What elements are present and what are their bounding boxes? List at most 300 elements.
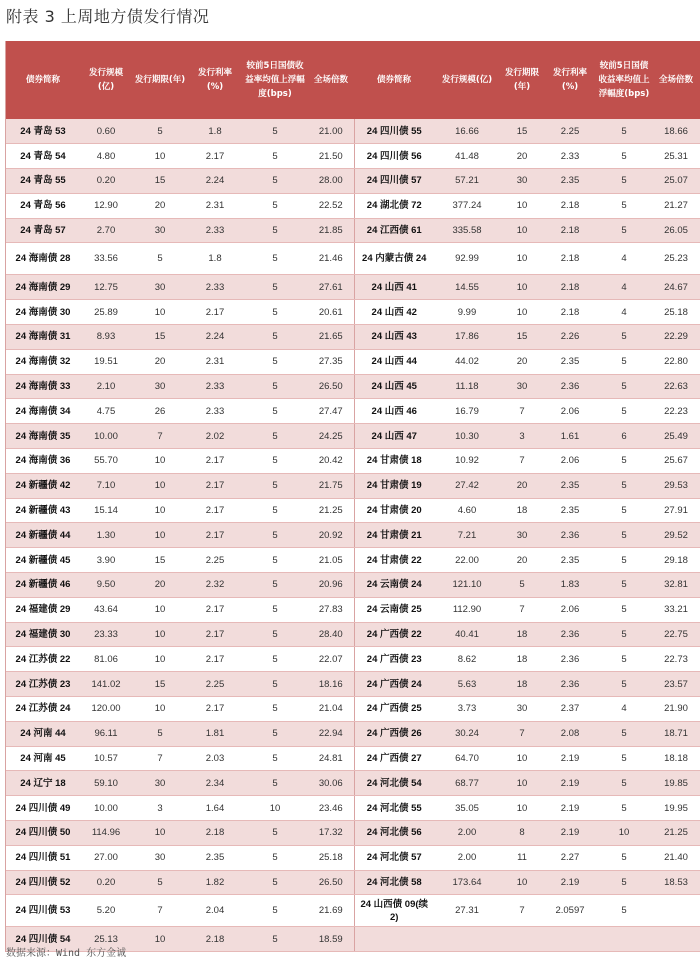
table-cell: 22.29 <box>652 325 700 350</box>
table-cell: 2.18 <box>544 218 596 243</box>
table-cell: 5 <box>242 597 308 622</box>
table-cell: 15 <box>500 119 544 144</box>
table-cell: 377.24 <box>434 193 500 218</box>
bond-name-cell: 24 海南债 30 <box>6 300 80 325</box>
table-cell: 5 <box>242 548 308 573</box>
table-cell: 5 <box>596 895 652 927</box>
bond-name-cell: 24 云南债 24 <box>354 573 434 598</box>
table-cell: 30 <box>500 523 544 548</box>
table-cell: 1.30 <box>80 523 132 548</box>
table-cell: 2.70 <box>80 218 132 243</box>
table-row <box>6 573 700 598</box>
table-cell <box>652 895 700 927</box>
table-cell: 2.32 <box>188 573 242 598</box>
table-cell: 25.18 <box>308 845 354 870</box>
column-header: 全场倍数 <box>652 41 700 119</box>
table-cell: 2.33 <box>188 399 242 424</box>
table-cell: 20.96 <box>308 573 354 598</box>
table-cell: 27.61 <box>308 275 354 300</box>
column-header: 债券简称 <box>6 41 80 119</box>
table-cell: 5 <box>242 449 308 474</box>
table-cell: 43.64 <box>80 597 132 622</box>
table-cell: 2.0597 <box>544 895 596 927</box>
table-cell: 2.00 <box>434 845 500 870</box>
table-cell: 2.19 <box>544 746 596 771</box>
table-cell: 19.51 <box>80 349 132 374</box>
table-cell: 10 <box>132 622 188 647</box>
table-cell: 10 <box>500 300 544 325</box>
table-cell: 10 <box>500 193 544 218</box>
table-cell: 30 <box>132 218 188 243</box>
table-cell: 10 <box>596 821 652 846</box>
table-cell: 2.34 <box>188 771 242 796</box>
table-cell: 10.00 <box>80 424 132 449</box>
table-cell: 5 <box>242 821 308 846</box>
table-cell <box>500 927 544 952</box>
table-cell: 4.75 <box>80 399 132 424</box>
table-cell: 10.57 <box>80 746 132 771</box>
table-cell: 18.59 <box>308 927 354 952</box>
table-cell: 3.73 <box>434 697 500 722</box>
table-cell: 5 <box>242 300 308 325</box>
table-cell: 5 <box>242 374 308 399</box>
table-cell: 5 <box>242 193 308 218</box>
bond-name-cell: 24 甘肃债 21 <box>354 523 434 548</box>
table-cell: 10 <box>132 449 188 474</box>
table-body <box>6 119 700 952</box>
table-cell: 5.20 <box>80 895 132 927</box>
table-cell: 25.67 <box>652 449 700 474</box>
table-cell: 2.33 <box>188 374 242 399</box>
table-cell: 18 <box>500 498 544 523</box>
table-cell: 1.8 <box>188 243 242 275</box>
table-cell: 5 <box>500 573 544 598</box>
table-row <box>6 622 700 647</box>
table-cell: 25.13 <box>80 927 132 952</box>
table-cell: 2.17 <box>188 647 242 672</box>
table-cell: 20 <box>500 548 544 573</box>
table-cell: 30.24 <box>434 721 500 746</box>
table-cell: 5 <box>242 325 308 350</box>
table-cell: 5 <box>242 672 308 697</box>
table-cell: 5 <box>242 870 308 895</box>
table-cell: 23.33 <box>80 622 132 647</box>
table-cell: 18.53 <box>652 870 700 895</box>
table-row <box>6 119 700 144</box>
table-row <box>6 548 700 573</box>
bond-name-cell: 24 河北债 55 <box>354 796 434 821</box>
table-row <box>6 349 700 374</box>
table-cell: 29.53 <box>652 473 700 498</box>
table-cell: 25.31 <box>652 144 700 169</box>
table-cell: 2.17 <box>188 697 242 722</box>
bond-name-cell: 24 江苏债 24 <box>6 697 80 722</box>
table-cell: 24.81 <box>308 746 354 771</box>
table-cell: 10 <box>132 821 188 846</box>
table-cell: 10 <box>132 647 188 672</box>
bond-name-cell: 24 山西 42 <box>354 300 434 325</box>
table-cell: 22.07 <box>308 647 354 672</box>
table-cell: 20.61 <box>308 300 354 325</box>
bond-name-cell: 24 海南债 33 <box>6 374 80 399</box>
table-cell: 5 <box>596 573 652 598</box>
table-cell: 2.25 <box>188 548 242 573</box>
table-cell: 33.56 <box>80 243 132 275</box>
table-cell: 173.64 <box>434 870 500 895</box>
table-cell: 2.31 <box>188 193 242 218</box>
table-cell: 2.17 <box>188 523 242 548</box>
table-cell: 24.67 <box>652 275 700 300</box>
table-cell: 22.52 <box>308 193 354 218</box>
column-header: 债券简称 <box>354 41 434 119</box>
bond-name-cell: 24 海南债 36 <box>6 449 80 474</box>
table-cell: 2.18 <box>544 193 596 218</box>
table-row <box>6 218 700 243</box>
table-cell: 9.50 <box>80 573 132 598</box>
table-cell: 114.96 <box>80 821 132 846</box>
table-cell: 18.18 <box>652 746 700 771</box>
table-cell: 2.19 <box>544 821 596 846</box>
table-cell: 2.04 <box>188 895 242 927</box>
table-row <box>6 746 700 771</box>
bond-name-cell: 24 山西债 09(续 2) <box>354 895 434 927</box>
table-cell: 28.00 <box>308 169 354 194</box>
table-cell: 18 <box>500 672 544 697</box>
table-cell: 2.18 <box>544 275 596 300</box>
bond-name-cell: 24 甘肃债 18 <box>354 449 434 474</box>
table-cell: 5 <box>596 325 652 350</box>
table-cell: 5 <box>242 895 308 927</box>
table-cell: 96.11 <box>80 721 132 746</box>
bond-name-cell: 24 湖北债 72 <box>354 193 434 218</box>
table-cell: 2.00 <box>434 821 500 846</box>
table-cell: 5 <box>242 424 308 449</box>
bond-name-cell: 24 四川债 57 <box>354 169 434 194</box>
bond-name-cell: 24 广西债 23 <box>354 647 434 672</box>
bond-name-cell: 24 江苏债 22 <box>6 647 80 672</box>
table-cell: 27.83 <box>308 597 354 622</box>
table-cell: 5 <box>242 349 308 374</box>
table-cell: 4 <box>596 243 652 275</box>
bond-name-cell: 24 青岛 57 <box>6 218 80 243</box>
column-header: 较前5日国债收益率均值上浮幅度(bps) <box>242 41 308 119</box>
bond-name-cell: 24 甘肃债 20 <box>354 498 434 523</box>
table-cell: 20 <box>500 349 544 374</box>
bond-name-cell: 24 青岛 56 <box>6 193 80 218</box>
table-cell: 7 <box>500 597 544 622</box>
table-cell: 2.17 <box>188 473 242 498</box>
table-row <box>6 697 700 722</box>
table-cell: 2.18 <box>544 300 596 325</box>
table-cell: 27.47 <box>308 399 354 424</box>
table-cell: 121.10 <box>434 573 500 598</box>
table-cell: 2.06 <box>544 399 596 424</box>
table-cell: 2.06 <box>544 449 596 474</box>
table-cell: 23.46 <box>308 796 354 821</box>
table-header-row <box>6 41 700 119</box>
table-cell: 2.19 <box>544 771 596 796</box>
table-cell: 25.18 <box>652 300 700 325</box>
bond-name-cell <box>354 927 434 952</box>
table-cell: 2.24 <box>188 169 242 194</box>
table-cell: 21.04 <box>308 697 354 722</box>
bond-name-cell: 24 青岛 53 <box>6 119 80 144</box>
table-cell: 12.90 <box>80 193 132 218</box>
table-cell: 5 <box>596 672 652 697</box>
table-cell: 2.17 <box>188 622 242 647</box>
table-cell: 5 <box>596 144 652 169</box>
column-header: 发行期限(年) <box>500 41 544 119</box>
table-cell: 22.00 <box>434 548 500 573</box>
table-cell: 14.55 <box>434 275 500 300</box>
bond-name-cell: 24 福建债 29 <box>6 597 80 622</box>
table-cell: 20.92 <box>308 523 354 548</box>
table-cell <box>544 927 596 952</box>
table-cell: 64.70 <box>434 746 500 771</box>
table-cell: 1.64 <box>188 796 242 821</box>
table-cell: 8 <box>500 821 544 846</box>
table-cell: 2.17 <box>188 597 242 622</box>
table-cell: 2.31 <box>188 349 242 374</box>
table-cell: 2.36 <box>544 672 596 697</box>
table-cell: 25.07 <box>652 169 700 194</box>
table-cell: 5 <box>596 218 652 243</box>
table-cell: 21.90 <box>652 697 700 722</box>
table-cell: 8.93 <box>80 325 132 350</box>
column-header: 发行利率(%) <box>188 41 242 119</box>
table-row <box>6 597 700 622</box>
bond-name-cell: 24 海南债 28 <box>6 243 80 275</box>
table-cell: 5 <box>242 498 308 523</box>
table-cell: 22.94 <box>308 721 354 746</box>
table-cell: 335.58 <box>434 218 500 243</box>
bond-name-cell: 24 山西 41 <box>354 275 434 300</box>
table-cell: 5 <box>596 647 652 672</box>
table-cell: 7.10 <box>80 473 132 498</box>
table-cell: 7 <box>500 449 544 474</box>
bond-name-cell: 24 四川债 55 <box>354 119 434 144</box>
table-cell: 2.18 <box>544 243 596 275</box>
table-cell: 4 <box>596 275 652 300</box>
table-row <box>6 895 700 927</box>
table-cell: 10.00 <box>80 796 132 821</box>
table-cell: 10 <box>500 243 544 275</box>
bond-name-cell: 24 海南债 35 <box>6 424 80 449</box>
table-cell: 21.05 <box>308 548 354 573</box>
bond-name-cell: 24 四川债 50 <box>6 821 80 846</box>
table-cell: 2.36 <box>544 647 596 672</box>
table-cell: 15 <box>132 325 188 350</box>
table-cell: 19.95 <box>652 796 700 821</box>
bond-name-cell: 24 辽宁 18 <box>6 771 80 796</box>
table-cell: 21.25 <box>308 498 354 523</box>
bond-name-cell: 24 四川债 53 <box>6 895 80 927</box>
table-cell: 17.86 <box>434 325 500 350</box>
table-cell: 25.23 <box>652 243 700 275</box>
table-cell: 10 <box>500 870 544 895</box>
table-cell: 17.32 <box>308 821 354 846</box>
table-cell: 2.33 <box>188 218 242 243</box>
table-cell: 26.50 <box>308 870 354 895</box>
table-cell: 2.17 <box>188 498 242 523</box>
bond-name-cell: 24 内蒙古债 24 <box>354 243 434 275</box>
table-cell: 27.31 <box>434 895 500 927</box>
bond-name-cell: 24 四川债 54 <box>6 927 80 952</box>
table-cell: 81.06 <box>80 647 132 672</box>
table-cell: 26.05 <box>652 218 700 243</box>
table-cell: 5 <box>596 498 652 523</box>
table-cell: 10 <box>500 796 544 821</box>
table-cell: 2.27 <box>544 845 596 870</box>
table-cell: 22.23 <box>652 399 700 424</box>
bond-name-cell: 24 江西债 61 <box>354 218 434 243</box>
table-cell: 27.00 <box>80 845 132 870</box>
table-cell: 20.42 <box>308 449 354 474</box>
table-cell: 4 <box>596 300 652 325</box>
table-cell: 30 <box>132 275 188 300</box>
table-cell: 10 <box>132 473 188 498</box>
table-cell: 5 <box>242 218 308 243</box>
table-cell: 21.25 <box>652 821 700 846</box>
table-cell: 18.16 <box>308 672 354 697</box>
table-cell: 0.20 <box>80 169 132 194</box>
table-cell: 20 <box>132 349 188 374</box>
table-cell: 5 <box>242 771 308 796</box>
bond-name-cell: 24 福建债 30 <box>6 622 80 647</box>
table-title: 附表 3 上周地方债发行情况 <box>6 7 210 26</box>
table-cell: 10 <box>132 927 188 952</box>
table-row <box>6 845 700 870</box>
table-cell: 40.41 <box>434 622 500 647</box>
table-cell: 27.91 <box>652 498 700 523</box>
table-cell <box>652 927 700 952</box>
table-cell: 5 <box>242 275 308 300</box>
table-cell: 22.75 <box>652 622 700 647</box>
table-cell: 21.40 <box>652 845 700 870</box>
bond-name-cell: 24 广西债 25 <box>354 697 434 722</box>
table-row <box>6 771 700 796</box>
table-cell: 5 <box>596 796 652 821</box>
table-cell: 29.18 <box>652 548 700 573</box>
table-cell: 2.17 <box>188 449 242 474</box>
table-cell: 55.70 <box>80 449 132 474</box>
table-cell: 1.81 <box>188 721 242 746</box>
bond-name-cell: 24 甘肃债 19 <box>354 473 434 498</box>
table-cell: 16.79 <box>434 399 500 424</box>
table-cell: 2.17 <box>188 144 242 169</box>
table-cell: 2.08 <box>544 721 596 746</box>
table-cell: 21.50 <box>308 144 354 169</box>
table-cell: 2.06 <box>544 597 596 622</box>
table-cell: 2.35 <box>544 169 596 194</box>
table-cell: 7 <box>500 399 544 424</box>
table-cell: 19.85 <box>652 771 700 796</box>
table-row <box>6 169 700 194</box>
table-cell: 20 <box>500 144 544 169</box>
table-cell: 5 <box>596 473 652 498</box>
table-cell: 5 <box>242 622 308 647</box>
table-cell: 5 <box>242 119 308 144</box>
table-cell: 26.50 <box>308 374 354 399</box>
table-cell: 2.19 <box>544 796 596 821</box>
bond-name-cell: 24 新疆债 43 <box>6 498 80 523</box>
bond-issuance-table-container <box>5 41 699 952</box>
table-row <box>6 243 700 275</box>
table-cell: 2.18 <box>188 927 242 952</box>
bond-name-cell: 24 青岛 55 <box>6 169 80 194</box>
column-header: 发行期限(年) <box>132 41 188 119</box>
bond-name-cell: 24 云南债 25 <box>354 597 434 622</box>
table-cell: 10.30 <box>434 424 500 449</box>
bond-name-cell: 24 河北债 58 <box>354 870 434 895</box>
table-cell: 5 <box>132 721 188 746</box>
bond-name-cell: 24 新疆债 45 <box>6 548 80 573</box>
bond-name-cell: 24 河南 44 <box>6 721 80 746</box>
bond-issuance-table <box>6 41 700 952</box>
table-cell: 5 <box>596 399 652 424</box>
bond-name-cell: 24 新疆债 42 <box>6 473 80 498</box>
table-cell: 5 <box>242 746 308 771</box>
table-cell: 20 <box>132 573 188 598</box>
bond-name-cell: 24 河北债 57 <box>354 845 434 870</box>
table-cell: 92.99 <box>434 243 500 275</box>
table-cell: 5 <box>132 243 188 275</box>
table-cell: 2.35 <box>544 349 596 374</box>
bond-name-cell: 24 海南债 32 <box>6 349 80 374</box>
table-cell: 2.35 <box>544 473 596 498</box>
table-cell: 2.35 <box>188 845 242 870</box>
bond-name-cell: 24 山西 47 <box>354 424 434 449</box>
bond-name-cell: 24 青岛 54 <box>6 144 80 169</box>
table-cell: 7 <box>132 424 188 449</box>
bond-name-cell: 24 四川债 49 <box>6 796 80 821</box>
table-cell: 2.36 <box>544 523 596 548</box>
table-cell: 30 <box>132 845 188 870</box>
table-cell: 29.52 <box>652 523 700 548</box>
table-cell: 7.21 <box>434 523 500 548</box>
table-cell: 10 <box>132 144 188 169</box>
table-cell: 21.75 <box>308 473 354 498</box>
table-cell: 4.80 <box>80 144 132 169</box>
column-header: 发行规模(亿) <box>434 41 500 119</box>
table-cell: 5 <box>596 870 652 895</box>
table-cell <box>434 927 500 952</box>
table-cell: 2.26 <box>544 325 596 350</box>
bond-name-cell: 24 新疆债 46 <box>6 573 80 598</box>
bond-name-cell: 24 四川债 51 <box>6 845 80 870</box>
table-cell: 41.48 <box>434 144 500 169</box>
bond-name-cell: 24 海南债 31 <box>6 325 80 350</box>
table-cell: 16.66 <box>434 119 500 144</box>
table-cell: 21.69 <box>308 895 354 927</box>
table-cell: 2.33 <box>544 144 596 169</box>
table-cell: 20 <box>500 473 544 498</box>
table-cell: 21.00 <box>308 119 354 144</box>
table-cell: 30 <box>500 697 544 722</box>
table-cell: 9.99 <box>434 300 500 325</box>
table-row <box>6 449 700 474</box>
table-cell: 6 <box>596 424 652 449</box>
bond-name-cell: 24 广西债 26 <box>354 721 434 746</box>
table-cell: 5 <box>242 697 308 722</box>
column-header: 发行利率(%) <box>544 41 596 119</box>
bond-name-cell: 24 四川债 52 <box>6 870 80 895</box>
table-cell: 2.19 <box>544 870 596 895</box>
table-row <box>6 523 700 548</box>
table-cell: 3.90 <box>80 548 132 573</box>
table-cell: 5 <box>242 243 308 275</box>
table-cell: 21.85 <box>308 218 354 243</box>
